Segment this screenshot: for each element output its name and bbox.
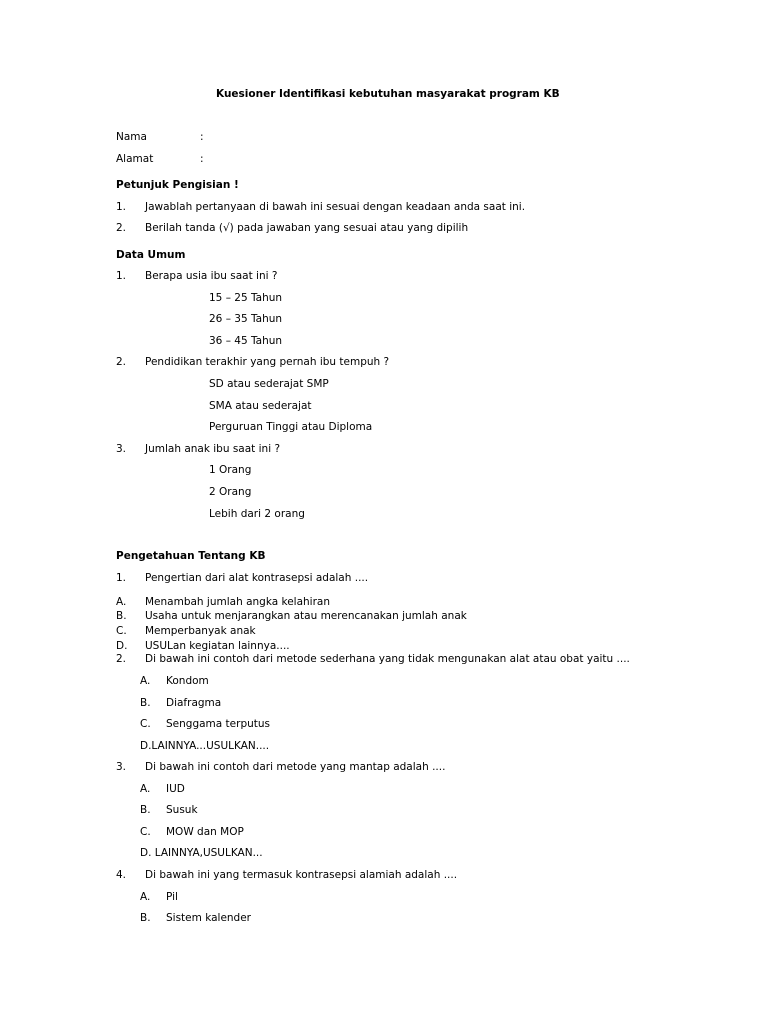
question-text: Berapa usia ibu saat ini ?: [145, 270, 278, 282]
question-text: Di bawah ini contoh dari metode yang mantap adalah ....: [145, 761, 446, 773]
option-text: Diafragma: [166, 697, 222, 709]
option-letter: A.: [116, 596, 127, 608]
answer-option: Perguruan Tinggi atau Diploma: [209, 421, 373, 433]
question-number: 3.: [116, 761, 127, 773]
question-number: 1.: [116, 270, 127, 282]
option-text: IUD: [166, 783, 185, 795]
data-umum-heading: Data Umum: [116, 249, 186, 261]
answer-option: 2 Orang: [209, 486, 252, 498]
question-text: Pendidikan terakhir yang pernah ibu tempuh ?: [145, 356, 390, 368]
question-text: Jumlah anak ibu saat ini ?: [145, 443, 281, 455]
answer-option: Lebih dari 2 orang: [209, 508, 305, 520]
question-text: Di bawah ini yang termasuk kontrasepsi alamiah adalah ....: [145, 869, 458, 881]
answer-option: 1 Orang: [209, 464, 252, 476]
answer-option: SD atau sederajat SMP: [209, 378, 329, 390]
option-letter: A.: [140, 891, 151, 903]
option-text: Senggama terputus: [166, 718, 271, 730]
question-number: 4.: [116, 869, 127, 881]
option-text: Usaha untuk menjarangkan atau merencanakan jumlah anak: [145, 610, 467, 622]
option-letter: B.: [140, 912, 151, 924]
option-letter: C.: [116, 625, 127, 637]
option-letter: B.: [140, 697, 151, 709]
option-letter: D.: [116, 640, 128, 652]
question-text: Pengertian dari alat kontrasepsi adalah ....: [145, 572, 369, 584]
answer-option: SMA atau sederajat: [209, 400, 312, 412]
option-text: USULan kegiatan lainnya....: [145, 640, 290, 652]
option-text: Kondom: [166, 675, 209, 687]
nama-separator: :: [200, 131, 204, 143]
option-text: MOW dan MOP: [166, 826, 244, 838]
nama-label: Nama: [116, 131, 147, 143]
option-letter: A.: [140, 783, 151, 795]
option-letter: B.: [116, 610, 127, 622]
option-extra: D.LAINNYA...USULKAN....: [140, 740, 270, 752]
question-number: 2.: [116, 653, 127, 665]
option-text: Menambah jumlah angka kelahiran: [145, 596, 330, 608]
option-text: Memperbanyak anak: [145, 625, 256, 637]
question-number: 1.: [116, 572, 127, 584]
option-letter: A.: [140, 675, 151, 687]
question-number: 3.: [116, 443, 127, 455]
alamat-label: Alamat: [116, 153, 154, 165]
answer-option: 36 – 45 Tahun: [209, 335, 283, 347]
petunjuk-item-text: Berilah tanda (√) pada jawaban yang sesuai atau yang dipilih: [145, 222, 469, 234]
option-text: Susuk: [166, 804, 198, 816]
petunjuk-heading: Petunjuk Pengisian !: [116, 179, 239, 191]
question-number: 2.: [116, 356, 127, 368]
alamat-separator: :: [200, 153, 204, 165]
option-letter: B.: [140, 804, 151, 816]
answer-option: 26 – 35 Tahun: [209, 313, 283, 325]
option-text: Sistem kalender: [166, 912, 251, 924]
answer-option: 15 – 25 Tahun: [209, 292, 283, 304]
page-title: Kuesioner Identifikasi kebutuhan masyarakat program KB: [216, 88, 560, 100]
option-letter: C.: [140, 718, 151, 730]
petunjuk-item-number: 1.: [116, 201, 127, 213]
petunjuk-item-number: 2.: [116, 222, 127, 234]
option-text: Pil: [166, 891, 178, 903]
question-text: Di bawah ini contoh dari metode sederhana yang tidak mengunakan alat atau obat yaitu ....: [145, 653, 630, 665]
option-extra: D. LAINNYA,USULKAN...: [140, 847, 263, 859]
petunjuk-item-text: Jawablah pertanyaan di bawah ini sesuai dengan keadaan anda saat ini.: [145, 201, 526, 213]
option-letter: C.: [140, 826, 151, 838]
pengetahuan-heading: Pengetahuan Tentang KB: [116, 550, 266, 562]
